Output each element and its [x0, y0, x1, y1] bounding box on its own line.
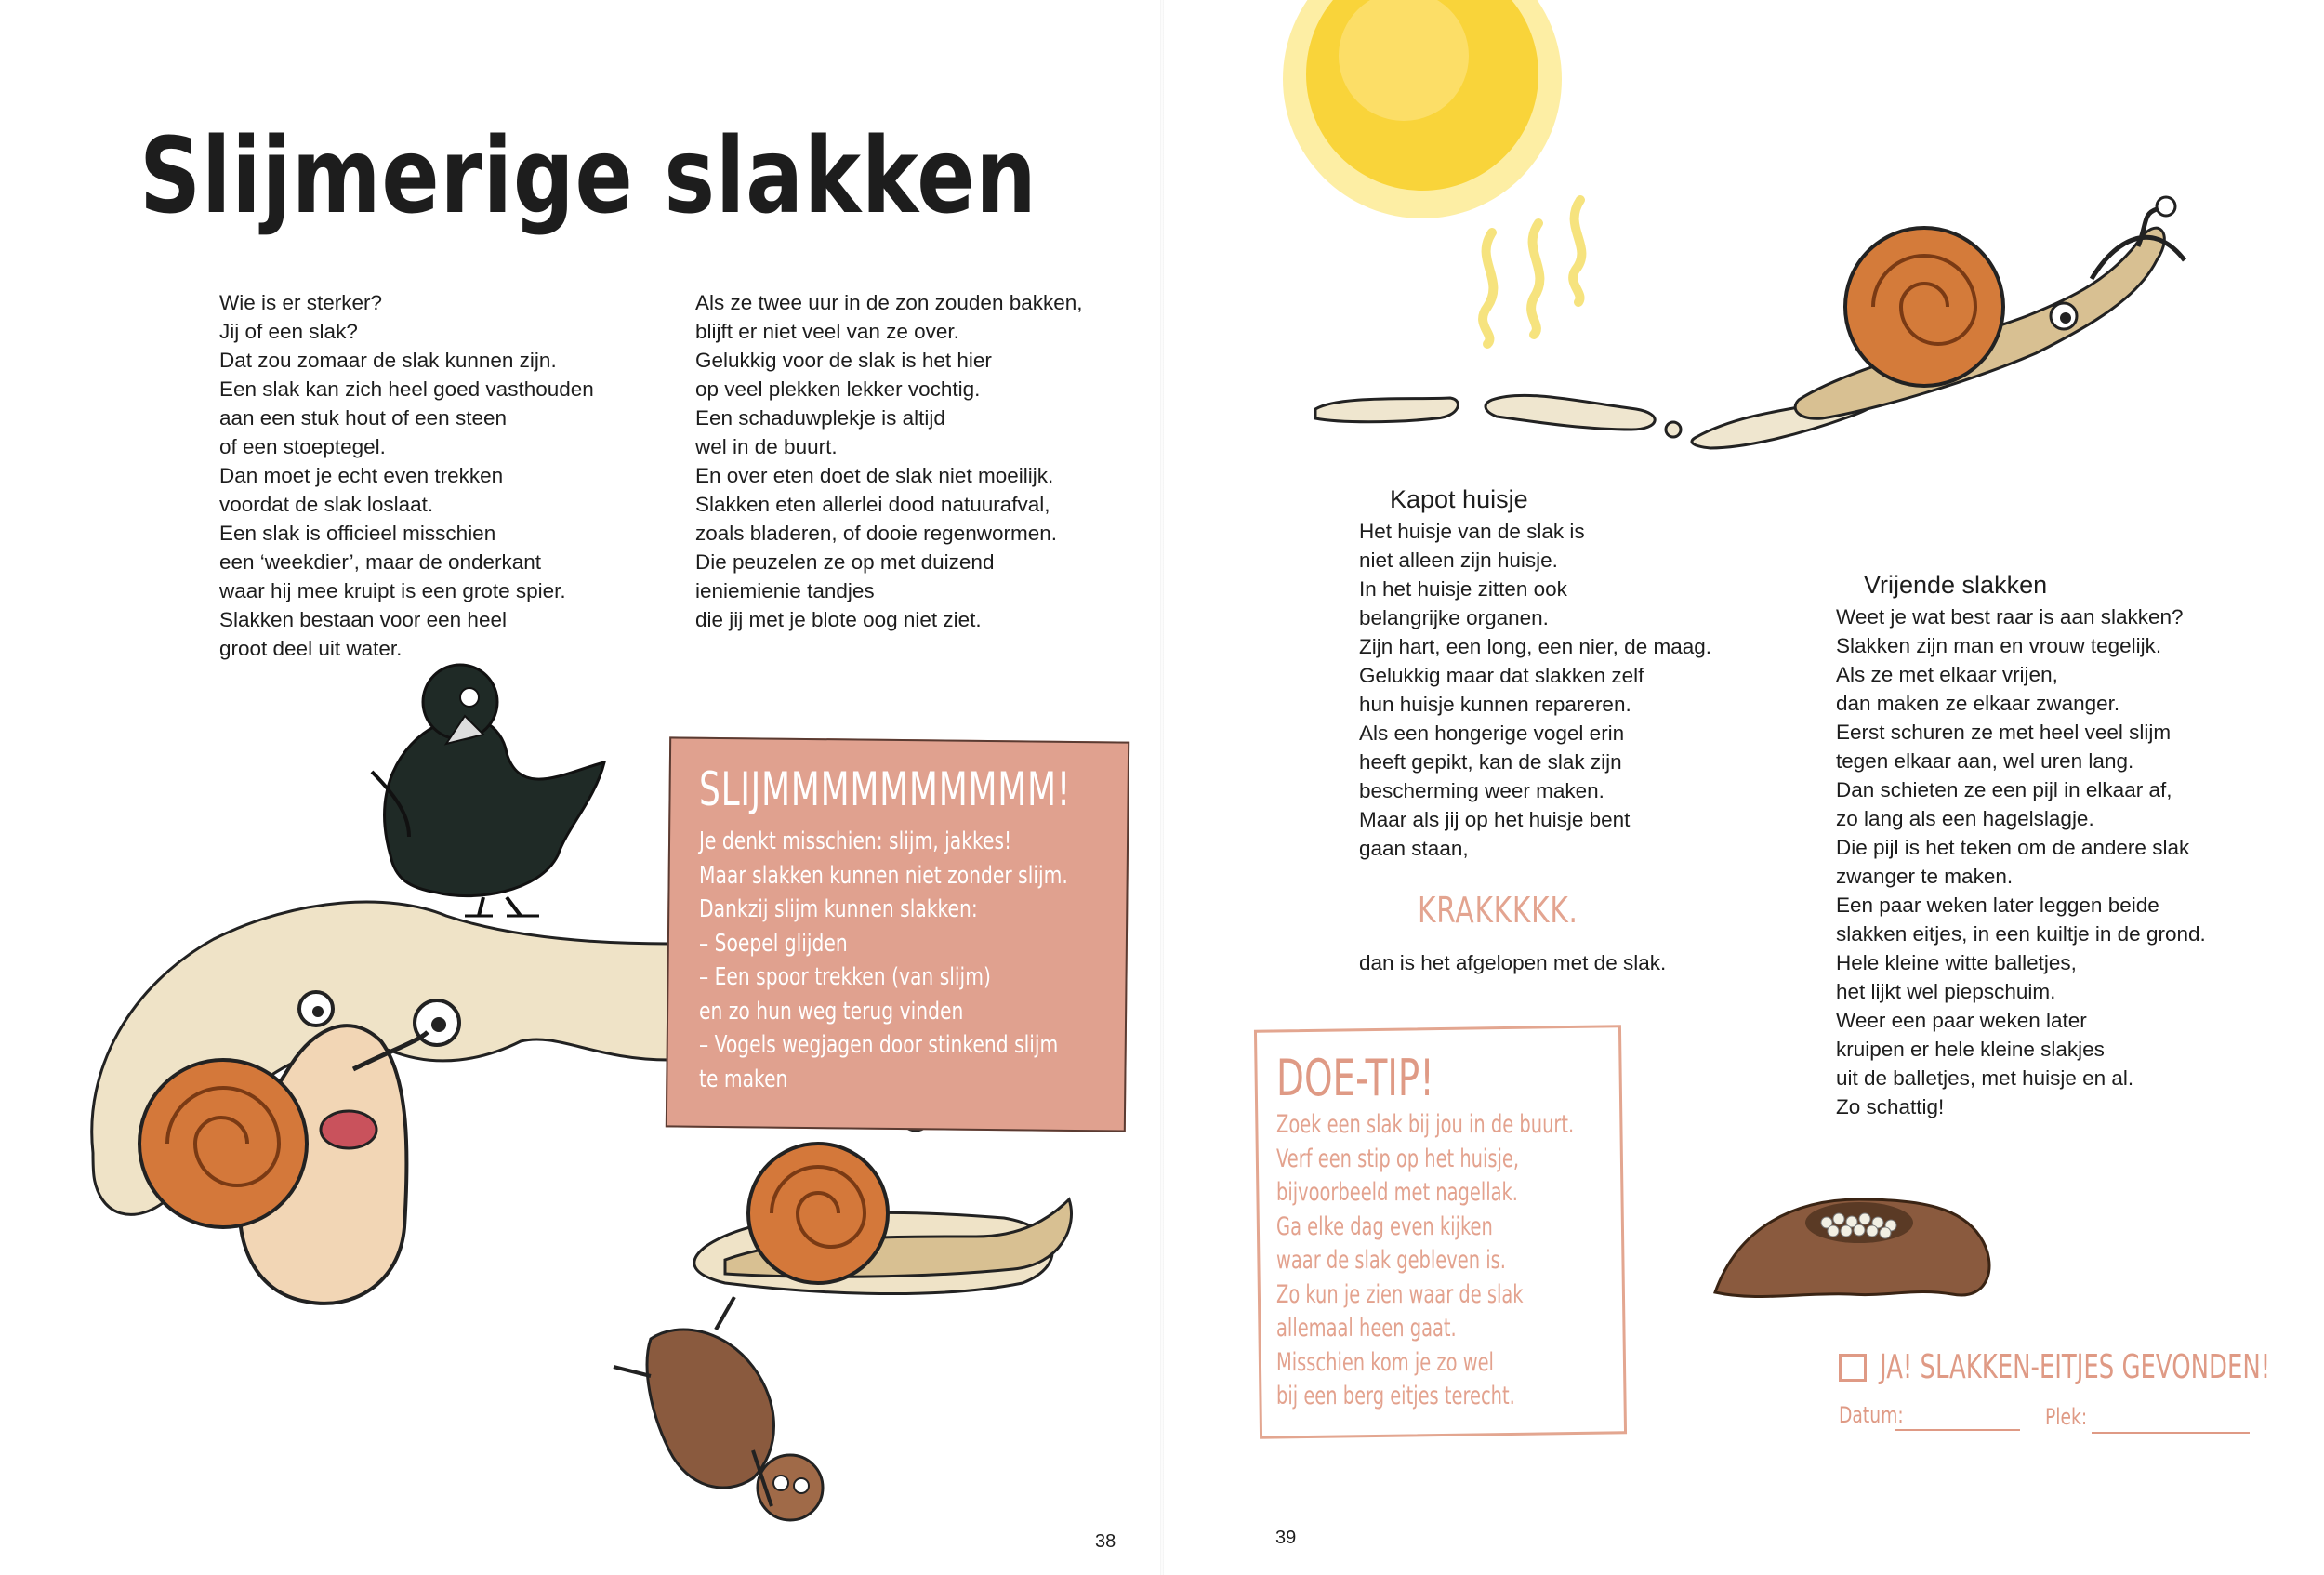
text-line: bijvoorbeeld met nagellak.: [1276, 1178, 1518, 1207]
text-line: zwanger te maken.: [1836, 865, 2014, 888]
text-line: heeft gepikt, kan de slak zijn: [1359, 750, 1622, 774]
text-line: hun huisje kunnen repareren.: [1359, 693, 1631, 716]
text-line: kruipen er hele kleine slakjes: [1836, 1038, 2105, 1061]
text-line: ieniemienie tandjes: [695, 579, 875, 602]
slijm-box-text: [699, 825, 1068, 1096]
page-title: Slijmerige slakken: [139, 116, 1037, 237]
text-line: Dan schieten ze een pijl in elkaar af,: [1836, 778, 2172, 801]
text-line: zoals bladeren, of dooie regenwormen.: [695, 522, 1057, 545]
text-line: bij een berg eitjes terecht.: [1276, 1382, 1515, 1410]
text-line: waar hij mee kruipt is een grote spier.: [219, 579, 566, 602]
vrijende-slakken-heading: Vrijende slakken: [1864, 571, 2048, 599]
doe-tip-text: [1276, 1108, 1574, 1414]
text-line: Zo schattig!: [1836, 1095, 1945, 1118]
text-line: Een slak is officieel misschien: [219, 522, 496, 545]
slime-trail: [1315, 395, 1878, 448]
text-line: allemaal heen gaat.: [1276, 1314, 1457, 1343]
place-label: Plek:: [2045, 1404, 2088, 1430]
text-line: voordat de slak loslaat.: [219, 493, 434, 516]
snail-illustration-top: [1795, 197, 2185, 418]
intro-text-column-2: [695, 288, 1083, 634]
mouse-illustration: [614, 1297, 823, 1520]
place-field[interactable]: [2092, 1432, 2250, 1434]
eggs-found-checkbox[interactable]: [1839, 1354, 1867, 1382]
eggs-found-row: [1839, 1348, 2324, 1386]
text-line: Wie is er sterker?: [219, 291, 383, 314]
eggs-found-label: JA! SLAKKEN-EITJES GEVONDEN!: [1880, 1348, 2271, 1386]
text-line: bescherming weer maken.: [1359, 779, 1604, 802]
text-line: Zoek een slak bij jou in de buurt.: [1276, 1110, 1575, 1139]
text-line: Dan moet je echt even trekken: [219, 464, 504, 487]
text-line: Eerst schuren ze met heel veel slijm: [1836, 721, 2172, 744]
text-line: Hele kleine witte balletjes,: [1836, 951, 2077, 974]
krak-sound-text: KRAKKKKK.: [1418, 890, 1578, 931]
sun-illustration: [1283, 0, 1581, 344]
text-line: Zijn hart, een long, een nier, de maag.: [1359, 635, 1711, 658]
text-line: of een stoeptegel.: [219, 435, 386, 458]
text-line: Misschien kom je zo wel: [1276, 1347, 1494, 1377]
text-line: Gelukkig voor de slak is het hier: [695, 349, 992, 372]
text-line: Een paar weken later leggen beide: [1836, 893, 2159, 917]
text-line: Maar slakken kunnen niet zonder slijm.: [699, 861, 1068, 890]
text-line: Je denkt misschien: slijm, jakkes!: [699, 827, 1012, 855]
text-line: op veel plekken lekker vochtig.: [695, 377, 981, 401]
text-line: En over eten doet de slak niet moeilijk.: [695, 464, 1054, 487]
text-line: die jij met je blote oog niet ziet.: [695, 608, 982, 631]
text-line: slakken eitjes, in een kuiltje in de grond.: [1836, 922, 2206, 946]
text-line: Slakken bestaan voor een heel: [219, 608, 507, 631]
text-line: dan is het afgelopen met de slak.: [1359, 951, 1667, 974]
kapot-huisje-text: [1359, 517, 1711, 863]
text-line: In het huisje zitten ook: [1359, 577, 1567, 601]
text-line: Een schaduwplekje is altijd: [695, 406, 945, 430]
text-line: en zo hun weg terug vinden: [699, 997, 964, 1026]
text-line: Het huisje van de slak is: [1359, 520, 1585, 543]
text-line: Een slak kan zich heel goed vasthouden: [219, 377, 594, 401]
text-line: belangrijke organen.: [1359, 606, 1549, 629]
text-line: Weet je wat best raar is aan slakken?: [1836, 605, 2184, 629]
date-field[interactable]: [1895, 1429, 2020, 1431]
text-line: Slakken zijn man en vrouw tegelijk.: [1836, 634, 2162, 657]
date-label: Datum:: [1839, 1402, 1904, 1428]
text-line: Dat zou zomaar de slak kunnen zijn.: [219, 349, 557, 372]
vrijende-slakken-text: [1836, 602, 2206, 1121]
text-line: blijft er niet veel van ze over.: [695, 320, 959, 343]
text-line: Als ze twee uur in de zon zouden bakken,: [695, 291, 1083, 314]
intro-text-column-1: [219, 288, 594, 663]
text-line: niet alleen zijn huisje.: [1359, 549, 1558, 572]
text-line: het lijkt wel piepschuim.: [1836, 980, 2056, 1003]
egg-nest-illustration: [1715, 1199, 1989, 1297]
text-line: Verf een stip op het huisje,: [1276, 1144, 1520, 1173]
text-line: wel in de buurt.: [695, 435, 838, 458]
text-line: gaan staan,: [1359, 837, 1469, 860]
page-number-left: 38: [1095, 1531, 1116, 1552]
slijm-box-title: SLIJMMMMMMMMMM!: [699, 762, 1071, 816]
text-line: een ‘weekdier’, maar de onderkant: [219, 550, 542, 574]
text-line: Jij of een slak?: [219, 320, 358, 343]
text-line: uit de balletjes, met huisje en al.: [1836, 1066, 2134, 1090]
text-line: – Vogels wegjagen door stinkend slijm: [699, 1031, 1059, 1059]
text-line: Slakken eten allerlei dood natuurafval,: [695, 493, 1050, 516]
text-line: dan maken ze elkaar zwanger.: [1836, 692, 2120, 715]
text-line: tegen elkaar aan, wel uren lang.: [1836, 749, 2134, 773]
kapot-huisje-ending: [1359, 948, 1666, 977]
page-number-right: 39: [1275, 1528, 1297, 1548]
text-line: Weer een paar weken later: [1836, 1009, 2087, 1032]
text-line: aan een stuk hout of een steen: [219, 406, 507, 430]
kapot-huisje-heading: Kapot huisje: [1390, 485, 1528, 513]
text-line: – Soepel glijden: [699, 929, 848, 958]
text-line: zo lang als een hagelslagje.: [1836, 807, 2094, 830]
text-line: groot deel uit water.: [219, 637, 403, 660]
text-line: Gelukkig maar dat slakken zelf: [1359, 664, 1644, 687]
crow-illustration: [372, 665, 604, 916]
text-line: Ga elke dag even kijken: [1276, 1211, 1493, 1241]
text-line: Als ze met elkaar vrijen,: [1836, 663, 2058, 686]
text-line: Dankzij slijm kunnen slakken:: [699, 895, 978, 923]
text-line: – Een spoor trekken (van slijm): [699, 963, 991, 991]
text-line: waar de slak gebleven is.: [1276, 1246, 1506, 1275]
text-line: Die pijl is het teken om de andere slak: [1836, 836, 2190, 859]
doe-tip-title: DOE-TIP!: [1276, 1049, 1434, 1107]
text-line: Als een hongerige vogel erin: [1359, 721, 1625, 745]
text-line: Die peuzelen ze op met duizend: [695, 550, 995, 574]
text-line: te maken: [699, 1065, 788, 1093]
text-line: Zo kun je zien waar de slak: [1276, 1279, 1524, 1309]
text-line: Maar als jij op het huisje bent: [1359, 808, 1631, 831]
